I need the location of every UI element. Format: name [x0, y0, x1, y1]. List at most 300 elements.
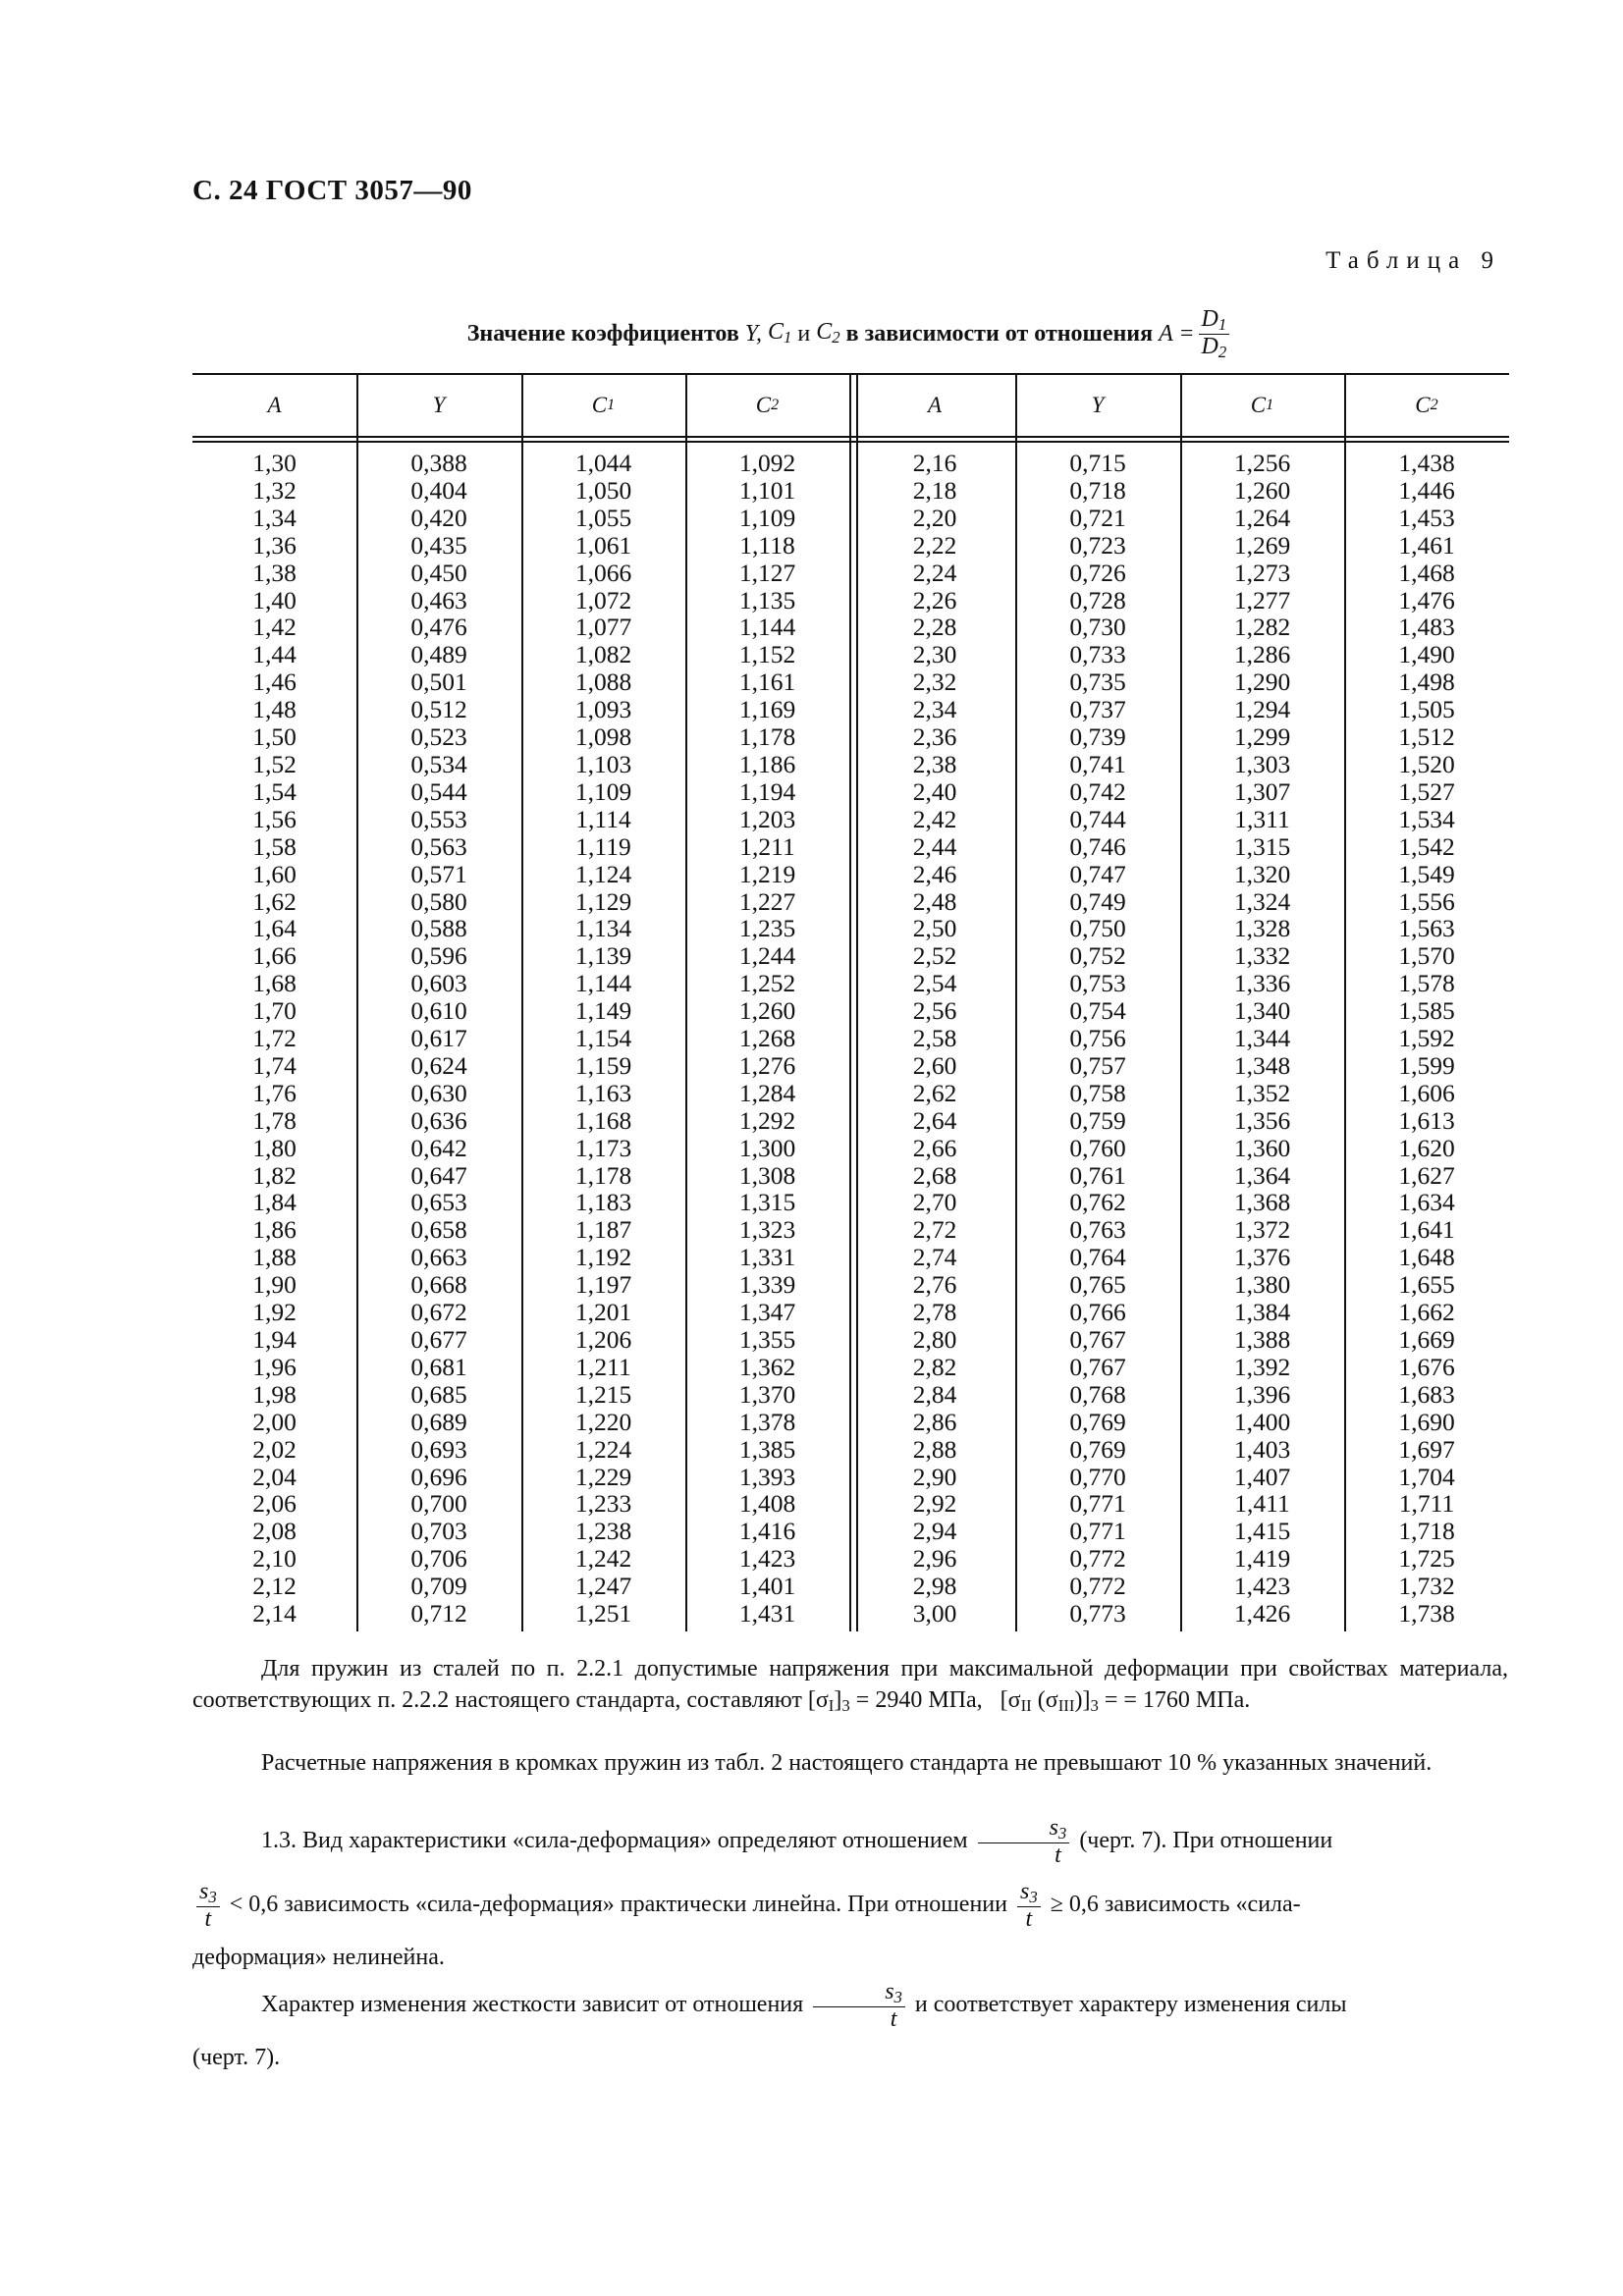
table-cell: 1,38: [252, 558, 297, 587]
table-cell: 2,84: [912, 1379, 957, 1409]
table-cell: 0,596: [410, 941, 467, 971]
table-cell: 0,769: [1069, 1434, 1126, 1464]
table-cell: 0,420: [410, 503, 467, 532]
table-cell: 1,127: [738, 558, 796, 587]
table-cell: 1,235: [738, 914, 796, 943]
table-cell: 1,461: [1398, 530, 1455, 560]
table-cell: 1,80: [252, 1133, 297, 1162]
table-cell: 1,192: [574, 1243, 632, 1272]
table-cell: 0,733: [1069, 640, 1126, 669]
caption-var-a: A =: [1159, 320, 1195, 347]
table-cell: 1,74: [252, 1050, 297, 1080]
table-cell: 1,70: [252, 996, 297, 1026]
table-cell: 1,407: [1233, 1462, 1291, 1491]
table-cell: 2,16: [912, 449, 957, 477]
table-cell: 2,54: [912, 969, 957, 998]
table-cell: 2,60: [912, 1050, 957, 1080]
table-cell: 0,762: [1069, 1188, 1126, 1217]
table-cell: 0,703: [410, 1517, 467, 1546]
table-cell: 1,512: [1398, 722, 1455, 752]
table-cell: 1,527: [1398, 776, 1455, 806]
table-cell: 1,372: [1233, 1215, 1291, 1245]
table-cell: 1,135: [738, 585, 796, 614]
table-cell: 1,072: [574, 585, 632, 614]
table-cell: 1,268: [738, 1024, 796, 1053]
table-cell: 1,380: [1233, 1270, 1291, 1300]
table-cell: 1,269: [1233, 530, 1291, 560]
table-cell: 1,384: [1233, 1298, 1291, 1327]
table-cell: 1,490: [1398, 640, 1455, 669]
table-cell: 1,206: [574, 1325, 632, 1354]
table-cell: 2,14: [252, 1599, 297, 1629]
table-cell: 2,04: [252, 1462, 297, 1491]
caption-var-y: Y,: [744, 320, 762, 347]
table-cell: 1,592: [1398, 1024, 1455, 1053]
column-y-left: [356, 450, 521, 1628]
table-cell: 1,599: [1398, 1050, 1455, 1080]
table-cell: 0,553: [410, 804, 467, 833]
table-cell: 2,80: [912, 1325, 957, 1354]
table-cell: 2,40: [912, 776, 957, 806]
table-cell: 1,299: [1233, 722, 1291, 752]
table-cell: 1,82: [252, 1160, 297, 1190]
table-cell: 0,681: [410, 1352, 467, 1381]
table-cell: 2,98: [912, 1572, 957, 1601]
table-cell: 1,178: [574, 1160, 632, 1190]
table-cell: 1,152: [738, 640, 796, 669]
table-cell: 0,757: [1069, 1050, 1126, 1080]
table-cell: 0,489: [410, 640, 467, 669]
table-cell: 0,728: [1069, 585, 1126, 614]
table-cell: 0,747: [1069, 859, 1126, 888]
table-cell: 1,542: [1398, 831, 1455, 861]
column-c1-right: [1180, 450, 1344, 1628]
table-cell: 2,68: [912, 1160, 957, 1190]
table-cell: 1,163: [574, 1078, 632, 1107]
table-cell: 1,585: [1398, 996, 1455, 1026]
table-cell: 1,416: [738, 1517, 796, 1546]
table-cell: 1,98: [252, 1379, 297, 1409]
table-cell: 0,647: [410, 1160, 467, 1190]
column-a-left: [192, 450, 356, 1628]
table-cell: 1,311: [1234, 804, 1290, 833]
table-cell: 0,523: [410, 722, 467, 752]
table-cell: 0,636: [410, 1105, 467, 1135]
table-cell: 1,320: [1233, 859, 1291, 888]
table-cell: 1,66: [252, 941, 297, 971]
table-cell: 2,90: [912, 1462, 957, 1491]
caption-middle: в зависимости от отношения: [845, 320, 1154, 347]
header-y-left: Y: [432, 393, 446, 417]
table-cell: 1,683: [1398, 1379, 1455, 1409]
table-cell: 1,282: [1233, 613, 1291, 642]
table-cell: 1,144: [738, 613, 796, 642]
table-cell: 0,693: [410, 1434, 467, 1464]
table-cell: 1,453: [1398, 503, 1455, 532]
table-cell: 0,544: [410, 776, 467, 806]
table-cell: 2,28: [912, 613, 957, 642]
table-cell: 1,066: [574, 558, 632, 587]
table-cell: 1,393: [738, 1462, 796, 1491]
table-cell: 1,129: [574, 886, 632, 916]
table-cell: 1,408: [738, 1489, 796, 1519]
table-cell: 0,715: [1069, 449, 1126, 477]
table-cell: 1,356: [1233, 1105, 1291, 1135]
table-cell: 1,340: [1233, 996, 1291, 1026]
paragraph-stress-limits: Для пружин из сталей по п. 2.2.1 допустимые напряжения при максимальной деформации при свойствах материала, соответствующих п. 2.2.2 настоящего стандарта, составляют $[\sigma_I]_3 = 2940$ МПа, [$\sigma_{II}$ $(\sigma_{III})]_3$ = = 1760 МПа.: [192, 1656, 1508, 1716]
table-cell: 1,215: [574, 1379, 632, 1409]
table-cell: 2,64: [912, 1105, 957, 1135]
paragraph-1-3-b: $\frac{s_3}{t}$ < 0,6 зависимость «сила-деформация» практически линейна. При отношении $\frac{s_3}{t}$ ≥ 0,6 зависимость «сила-: [192, 1880, 1508, 1932]
table-cell: 1,725: [1398, 1544, 1455, 1574]
table-cell: 2,02: [252, 1434, 297, 1464]
table-cell: 0,759: [1069, 1105, 1126, 1135]
table-cell: 0,624: [410, 1050, 467, 1080]
table-cell: 1,84: [252, 1188, 297, 1217]
table-cell: 1,92: [252, 1298, 297, 1327]
table-cell: 1,187: [574, 1215, 632, 1245]
table-cell: 1,201: [574, 1298, 632, 1327]
table-caption: [192, 294, 1508, 373]
table-cell: 1,233: [574, 1489, 632, 1519]
table-cell: 0,752: [1069, 941, 1126, 971]
table-cell: 1,173: [574, 1133, 632, 1162]
table-cell: 1,336: [1233, 969, 1291, 998]
table-cell: 1,315: [1233, 831, 1291, 861]
table-cell: 1,556: [1398, 886, 1455, 916]
table-cell: 1,119: [575, 831, 631, 861]
table-cell: 1,252: [738, 969, 796, 998]
table-cell: 1,323: [738, 1215, 796, 1245]
table-cell: 2,52: [912, 941, 957, 971]
table-cell: 0,718: [1069, 475, 1126, 505]
header-c2-right: C 2: [1415, 393, 1438, 417]
table-cell: 2,74: [912, 1243, 957, 1272]
table-cell: 0,709: [410, 1572, 467, 1601]
table-cell: 1,385: [738, 1434, 796, 1464]
table-cell: 0,512: [410, 695, 467, 724]
header-y-right: Y: [1091, 393, 1105, 417]
table-cell: 0,758: [1069, 1078, 1126, 1107]
table-cell: 1,563: [1398, 914, 1455, 943]
table-cell: 0,580: [410, 886, 467, 916]
table-cell: 1,403: [1233, 1434, 1291, 1464]
table-cell: 1,613: [1398, 1105, 1455, 1135]
table-cell: 1,242: [574, 1544, 632, 1574]
table-cell: 0,721: [1069, 503, 1126, 532]
table-cell: 1,159: [574, 1050, 632, 1080]
table-cell: 1,244: [738, 941, 796, 971]
table-cell: 1,101: [738, 475, 796, 505]
table-cell: 0,772: [1069, 1572, 1126, 1601]
table-cell: 1,52: [252, 749, 297, 778]
table-cell: 2,44: [912, 831, 957, 861]
table-cell: 1,423: [738, 1544, 796, 1574]
table-cell: 2,00: [252, 1407, 297, 1436]
table-cell: 1,098: [574, 722, 632, 752]
table-cell: 0,617: [410, 1024, 467, 1053]
table-cell: 2,22: [912, 530, 957, 560]
paragraph-1-3-c: деформация» нелинейна.: [192, 1945, 445, 1970]
table-cell: 1,139: [574, 941, 632, 971]
table-cell: 1,109: [574, 776, 632, 806]
table-cell: 2,06: [252, 1489, 297, 1519]
table-cell: 0,603: [410, 969, 467, 998]
table-cell: 2,96: [912, 1544, 957, 1574]
table-cell: 2,34: [912, 695, 957, 724]
table-cell: 1,092: [738, 449, 796, 477]
table-cell: 1,219: [738, 859, 796, 888]
table-cell: 1,634: [1398, 1188, 1455, 1217]
table-cell: 1,46: [252, 667, 297, 697]
table-cell: 0,723: [1069, 530, 1126, 560]
table-cell: 0,768: [1069, 1379, 1126, 1409]
header-c1-left: C 1: [591, 393, 616, 417]
table-cell: 0,653: [410, 1188, 467, 1217]
caption-var-c1: $C_1$: [767, 319, 792, 347]
table-cell: 0,770: [1069, 1462, 1126, 1491]
table-cell: 1,360: [1233, 1133, 1291, 1162]
caption-conj: и: [797, 320, 811, 347]
table-cell: 1,44: [252, 640, 297, 669]
table-cell: 1,227: [738, 886, 796, 916]
table-cell: 1,396: [1233, 1379, 1291, 1409]
table-cell: 0,642: [410, 1133, 467, 1162]
table-cell: 1,400: [1233, 1407, 1291, 1436]
column-c2-left: [685, 450, 849, 1628]
table-cell: 1,620: [1398, 1133, 1455, 1162]
table-cell: 1,42: [252, 613, 297, 642]
table-cell: 1,96: [252, 1352, 297, 1381]
table-cell: 1,738: [1398, 1599, 1455, 1629]
table-cell: 1,355: [738, 1325, 796, 1354]
table-cell: 0,765: [1069, 1270, 1126, 1300]
table-cell: 1,256: [1233, 449, 1291, 477]
table-cell: 1,72: [252, 1024, 297, 1053]
header-a-left: A: [267, 393, 282, 417]
table-cell: 1,251: [574, 1599, 632, 1629]
table-cell: 1,109: [738, 503, 796, 532]
paragraph-stiffness-end: (черт. 7).: [192, 2045, 281, 2070]
table-cell: 2,66: [912, 1133, 957, 1162]
table-cell: 1,183: [574, 1188, 632, 1217]
table-cell: 1,061: [574, 530, 632, 560]
table-cell: 1,641: [1398, 1215, 1455, 1245]
table-cell: 1,260: [1233, 475, 1291, 505]
table-cell: 1,68: [252, 969, 297, 998]
table-cell: 1,570: [1398, 941, 1455, 971]
table-cell: 1,648: [1398, 1243, 1455, 1272]
table-cell: 1,426: [1233, 1599, 1291, 1629]
paragraph-1-3-a: 1.3. Вид характеристики «сила-деформация» определяют отношением $\frac{s_3}{t}$ (черт. 7). При отношении: [261, 1815, 1333, 1868]
paragraph-calculated-stress: Расчетные напряжения в кромках пружин из табл. 2 настоящего стандарта не превышают 10 % указанных значений.: [261, 1750, 1433, 1776]
table-cell: 1,64: [252, 914, 297, 943]
table-cell: 1,388: [1233, 1325, 1291, 1354]
column-a-right: [854, 450, 1015, 1628]
table-cell: 1,077: [574, 613, 632, 642]
table-number: Таблица 9: [1325, 247, 1501, 274]
table-cell: 1,220: [574, 1407, 632, 1436]
table-cell: 1,483: [1398, 613, 1455, 642]
table-cell: 1,376: [1233, 1243, 1291, 1272]
table-cell: 1,169: [738, 695, 796, 724]
table-cell: 1,273: [1233, 558, 1291, 587]
table-cell: 1,161: [738, 667, 796, 697]
table-cell: 2,12: [252, 1572, 297, 1601]
table-cell: 2,26: [912, 585, 957, 614]
table-cell: 1,90: [252, 1270, 297, 1300]
table-cell: 0,712: [410, 1599, 467, 1629]
table-cell: 1,339: [738, 1270, 796, 1300]
column-c2-right: [1344, 450, 1509, 1628]
table-cell: 2,72: [912, 1215, 957, 1245]
table-cell: 0,476: [410, 613, 467, 642]
table-cell: 1,468: [1398, 558, 1455, 587]
fraction-s3-t: $\frac{s_3}{t}$: [1017, 1880, 1041, 1932]
table-cell: 1,392: [1233, 1352, 1291, 1381]
table-cell: 0,737: [1069, 695, 1126, 724]
table-cell: 0,450: [410, 558, 467, 587]
stress-value-line: = 1760 МПа.: [1123, 1687, 1251, 1713]
table-cell: 1,669: [1398, 1325, 1455, 1354]
table-cell: 1,50: [252, 722, 297, 752]
table-cell: 1,276: [738, 1050, 796, 1080]
table-cell: 0,706: [410, 1544, 467, 1574]
table-cell: 1,662: [1398, 1298, 1455, 1327]
table-cell: 0,726: [1069, 558, 1126, 587]
table-cell: 1,307: [1233, 776, 1291, 806]
table-cell: 1,76: [252, 1078, 297, 1107]
table-cell: 0,761: [1069, 1160, 1126, 1190]
table-cell: 0,404: [410, 475, 467, 505]
table-cell: 1,229: [574, 1462, 632, 1491]
table-cell: 0,764: [1069, 1243, 1126, 1272]
table-cell: 1,197: [574, 1270, 632, 1300]
table-cell: 0,388: [410, 449, 467, 477]
fraction-s3-t: $\frac{s_3}{t}$: [196, 1880, 220, 1932]
caption-fraction: $\frac{D_1}{D_2}$: [1199, 307, 1230, 361]
table-cell: 1,331: [738, 1243, 796, 1272]
fraction-s3-t: $\frac{s_3}{t}$: [813, 1980, 905, 2032]
table-cell: 1,088: [574, 667, 632, 697]
table-cell: 1,292: [738, 1105, 796, 1135]
table-cell: 1,36: [252, 530, 297, 560]
table-cell: 1,324: [1233, 886, 1291, 916]
table-cell: 0,685: [410, 1379, 467, 1409]
table-cell: 0,735: [1069, 667, 1126, 697]
table-cell: 0,563: [410, 831, 467, 861]
table-cell: 1,655: [1398, 1270, 1455, 1300]
table-cell: 2,50: [912, 914, 957, 943]
table-cell: 1,114: [575, 804, 631, 833]
table-cell: 1,224: [574, 1434, 632, 1464]
coefficient-table: [192, 373, 1509, 1631]
table-cell: 1,211: [739, 831, 795, 861]
table-cell: 1,368: [1233, 1188, 1291, 1217]
table-cell: 1,520: [1398, 749, 1455, 778]
table-cell: 1,58: [252, 831, 297, 861]
table-cell: 2,18: [912, 475, 957, 505]
table-cell: 0,534: [410, 749, 467, 778]
table-cell: 0,767: [1069, 1325, 1126, 1354]
table-cell: 2,58: [912, 1024, 957, 1053]
table-cell: 1,476: [1398, 585, 1455, 614]
table-cell: 0,730: [1069, 613, 1126, 642]
header-a-right: A: [927, 393, 943, 417]
table-cell: 1,676: [1398, 1352, 1455, 1381]
table-cell: 1,118: [739, 530, 795, 560]
table-cell: 1,144: [574, 969, 632, 998]
table-cell: 1,332: [1233, 941, 1291, 971]
table-cell: 1,78: [252, 1105, 297, 1135]
table-cell: 1,627: [1398, 1160, 1455, 1190]
table-cell: 1,055: [574, 503, 632, 532]
table-cell: 2,30: [912, 640, 957, 669]
table-cell: 0,571: [410, 859, 467, 888]
table-cell: 0,677: [410, 1325, 467, 1354]
table-cell: 1,94: [252, 1325, 297, 1354]
table-cell: 1,54: [252, 776, 297, 806]
table-cell: 1,303: [1233, 749, 1291, 778]
caption-var-c2: $C_2$: [816, 319, 840, 347]
table-cell: 0,754: [1069, 996, 1126, 1026]
table-cell: 0,696: [410, 1462, 467, 1491]
table-cell: 1,60: [252, 859, 297, 888]
table-cell: 1,300: [738, 1133, 796, 1162]
table-cell: 2,20: [912, 503, 957, 532]
table-cell: 0,435: [410, 530, 467, 560]
table-cell: 0,663: [410, 1243, 467, 1272]
table-cell: 1,082: [574, 640, 632, 669]
table-cell: 1,690: [1398, 1407, 1455, 1436]
table-cell: 2,38: [912, 749, 957, 778]
table-cell: 1,697: [1398, 1434, 1455, 1464]
table-cell: 1,348: [1233, 1050, 1291, 1080]
table-cell: 0,700: [410, 1489, 467, 1519]
table-cell: 1,431: [738, 1599, 796, 1629]
table-cell: 1,362: [738, 1352, 796, 1381]
table-cell: 2,56: [912, 996, 957, 1026]
page-header: С. 24 ГОСТ 3057—90: [192, 175, 472, 206]
table-cell: 2,88: [912, 1434, 957, 1464]
table-cell: 1,411: [1234, 1489, 1290, 1519]
table-cell: 0,658: [410, 1215, 467, 1245]
table-cell: 1,88: [252, 1243, 297, 1272]
table-cell: 1,718: [1398, 1517, 1455, 1546]
table-cell: 0,753: [1069, 969, 1126, 998]
table-cell: 1,315: [738, 1188, 796, 1217]
table-cell: 1,732: [1398, 1572, 1455, 1601]
table-cell: 2,62: [912, 1078, 957, 1107]
table-cell: 1,534: [1398, 804, 1455, 833]
caption-prefix: Значение коэффициентов: [466, 320, 739, 347]
table-cell: 0,771: [1069, 1517, 1126, 1546]
table-cell: 1,260: [738, 996, 796, 1026]
table-cell: 2,76: [912, 1270, 957, 1300]
table-cell: 1,505: [1398, 695, 1455, 724]
table-cell: 1,264: [1233, 503, 1291, 532]
table-cell: 1,86: [252, 1215, 297, 1245]
table-cell: 0,760: [1069, 1133, 1126, 1162]
table-cell: 1,48: [252, 695, 297, 724]
table-cell: 1,423: [1233, 1572, 1291, 1601]
table-cell: 1,415: [1233, 1517, 1291, 1546]
table-cell: 2,10: [252, 1544, 297, 1574]
table-cell: 2,46: [912, 859, 957, 888]
table-cell: 0,750: [1069, 914, 1126, 943]
table-cell: 1,286: [1233, 640, 1291, 669]
table-cell: 2,86: [912, 1407, 957, 1436]
